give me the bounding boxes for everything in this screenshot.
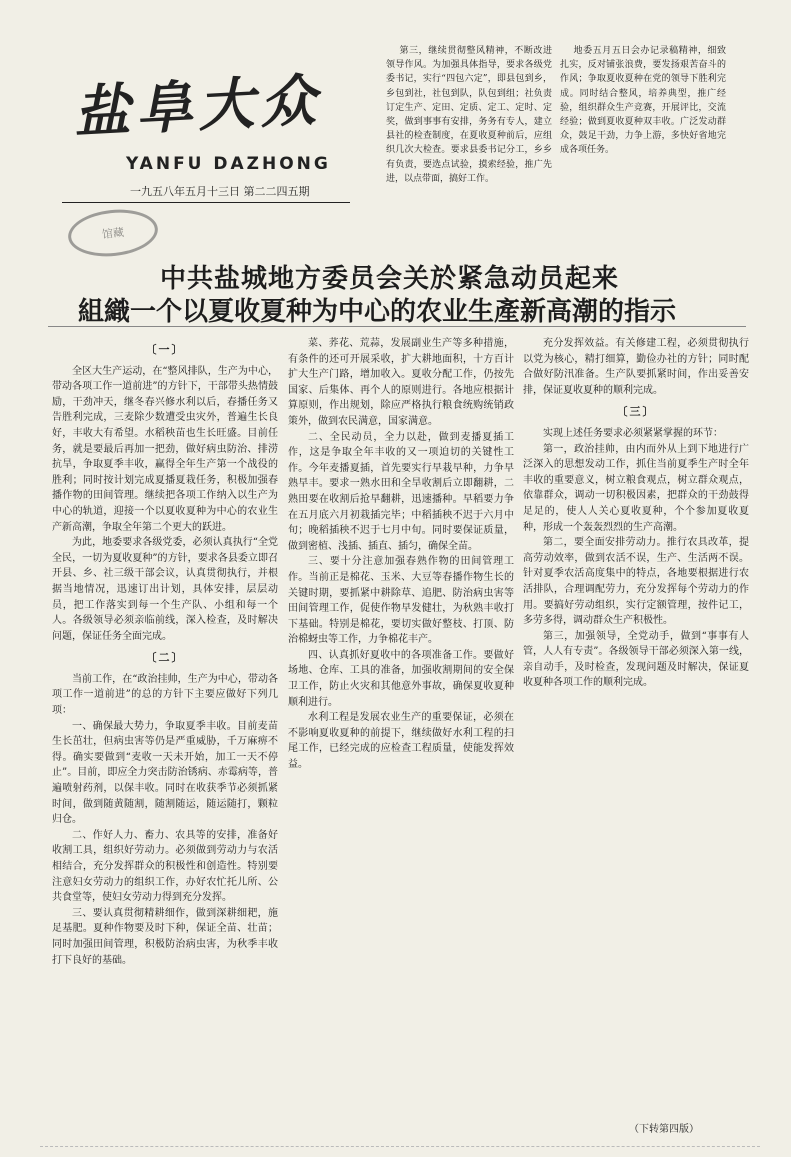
masthead-title: 盐阜大众	[72, 67, 324, 147]
article-paragraph: 水利工程是发展农业生产的重要保证，必须在不影响夏收夏种的前提下，继续做好水利工程的扫尾工作，已经完成的应检查工程质量，使能发挥效益。	[288, 712, 514, 771]
section-heading-3: 〔三〕	[616, 405, 656, 419]
headline-line-1: 中共盐城地方委员会关於紧急动员起来	[160, 264, 620, 294]
article-paragraph: 实现上述任务要求必须紧紧掌握的环节：	[543, 427, 723, 439]
headline-line-2: 組織一个以夏收夏种为中心的农业生產新高潮的指示	[78, 297, 677, 327]
article-column-2	[288, 336, 514, 1111]
masthead-pinyin: YANFU DAZHONG	[126, 154, 331, 174]
masthead-divider	[62, 202, 350, 203]
article-paragraph: 第一，政治挂帅，由内而外从上到下地进行广泛深入的思想发动工作，抓住当前夏季生产时全年丰收的重要意义，树立粮食观点，树立群众观点，依靠群众，调动一切积极因素，把群众的干劲鼓得足足的，使人人关心夏收夏种，个个参加夏收夏种，形成一个轰轰烈烈的生产高潮。	[523, 443, 749, 533]
masthead-date-issue: 一九五八年五月十三日 第二二四五期	[130, 185, 310, 198]
article-paragraph: 二、作好人力、畜力、农具等的安排，准备好收割工具，组织好劳动力。必须做到劳动力与农活相结合，充分发挥群众的积极性和创造性。特别要注意妇女劳动力的组织工作，办好农忙托儿所、公共食堂等，使妇女劳动力得到充分发挥。	[52, 829, 278, 904]
headline-divider	[48, 326, 746, 327]
article-paragraph: 四、认真抓好夏收中的各项准备工作。要做好场地、仓库、工具的准备，加强收割期间的安全保卫工作，防止火灾和其他意外事故，确保夏收夏种顺利进行。	[288, 649, 514, 708]
article-paragraph: 三、要十分注意加强春熟作物的田间管理工作。当前正是棉花、玉米、大豆等春播作物生长的关键时期，要抓紧中耕除草、追肥、防治病虫害等田间管理工作，促使作物早发健壮，为秋熟丰收打下基础。特别是棉花，要切实做好整枝、打顶、防治棉蚜虫等工作，力争棉花丰产。	[288, 556, 514, 646]
article-paragraph: 充分发挥效益。有关修建工程，必须贯彻执行以党为核心，精打细算，勤俭办社的方针；同时配合做好防汛准备。生产队要抓紧时间，作出妥善安排，保证夏收夏种的顺利完成。	[523, 338, 749, 396]
article-paragraph: 三、要认真贯彻精耕细作，做到深耕细耙，施足基肥。夏种作物要及时下种，保证全苗、壮苗；同时加强田间管理，积极防治病虫害，为秋季丰收打下良好的基础。	[52, 907, 278, 966]
article-paragraph: 一、确保最大势力，争取夏季丰收。目前麦苗生长茁壮，但病虫害等仍是严重威胁，千万麻痹不得。确实要做到“麦收一天未开始，加工一天不停止”。目前，即应全力突击防治锈病、赤霉病等，普遍喷射药剂，以保丰收。同时在收获季节必须抓紧时间，做到随黄随割，随割随运，随运随打，颗粒归仓。	[52, 720, 278, 826]
article-paragraph: 第三，加强领导，全党动手，做到“事事有人管，人人有专责”。各级领导干部必须深入第一线，亲自动手，及时检查，发现问题及时解决，保证夏收夏种各项工作的顺利完成。	[523, 630, 749, 689]
article-paragraph: 当前工作，在“政治挂帅，生产为中心，带动各项工作一道前进”的总的方针下主要应做好下列几项：	[52, 673, 278, 717]
top-article-paragraph: 地委五月五日会办记录稿精神，细致扎实，反对铺张浪费，要发扬艰苦奋斗的作风；争取夏收夏种在党的领导下胜利完成。同时结合整风，培养典型，推广经验，组织群众生产竞赛，开展评比，交流经验；做到夏收夏种双丰收。广泛发动群众，鼓足干劲，力争上游，多快好省地完成各项任务。	[560, 46, 726, 156]
section-heading-2: 〔二〕	[145, 651, 185, 665]
article-paragraph: 第二，要全面安排劳动力。推行农具改革，提高劳动效率，做到农活不误，生产、生活两不误。针对夏季农活高度集中的特点，各地要根据进行农活排队，合理调配劳力，充分发挥每个劳动力的作用。要搞好劳动组织，实行定额管理，按件记工，多劳多得，调动群众生产积极性。	[523, 537, 749, 627]
article-paragraph: 为此，地委要求各级党委，必须认真执行“全党全民，一切为夏收夏种”的方针，要求各县委立即召开县、乡、社三级干部会议，认真贯彻执行，并根据当地情况，迅速订出计划，具体安排，层层动员，把工作落实到每一个生产队、小组和每一个人。各级领导必须亲临前线，深入检查，及时解决问题，保证任务全面完成。	[52, 537, 278, 642]
top-article	[386, 44, 726, 258]
library-stamp: 馆藏	[66, 205, 160, 260]
article-paragraph: 菜、荞花、荒蒜，发展副业生产等多种措施，有条件的还可开展采收，扩大耕地面积，十方百计扩大生产门路，增加收入。夏收分配工作，仍按先国家、后集体、再个人的原则进行。各地应根据计算原则，作出规划，除应严格执行粮食统购统销政策外，做到农民满意，国家满意。	[288, 338, 514, 427]
article-paragraph: 二、全民动员，全力以赴，做到麦播夏插工作，这是争取全年丰收的又一项迫切的关键性工作。今年麦播夏插，首先要实行早栽早种，力争早熟早丰。要求一熟水田和全旱收割后立即翻耕，二熟田要在收割后抢早翻耕，迅速播种。早稻要力争在五月底六月初栽插完毕；中稻插秧不迟于六月中旬；晚稻插秧不迟于七月中旬。同时要保证质量，做到密植、浅插、插直、插匀，确保全苗。	[288, 431, 514, 552]
article-column-1	[52, 336, 278, 1111]
article-column-3	[523, 336, 749, 1111]
page-fold-line	[40, 1146, 760, 1147]
masthead	[62, 62, 350, 252]
top-article-paragraph: 第三，继续贯彻整风精神，不断改进领导作风。为加强具体指导，要求各级党委书记，实行“四包六定”，即县包到乡，乡包到社，社包到队，队包到组；社负责订定生产、定田、定质、定工、定时、定奖，做到事事有安排，务务有专人，建立县社的检查制度，在夏收夏种前后，应组织几次大检查。要求县委书记分工，乡乡有负责，要选点试验，摸索经验，推广先进，以点带面，搞好工作。	[386, 46, 552, 184]
article-paragraph: 全区大生产运动，在“整风排队，生产为中心，带动各项工作一道前进”的方针下，干部带头热情鼓励，干劲冲天，继冬春兴修水利以后，春播任务又告胜利完成，三麦除少数遭受虫灾外，普遍生长良好，丰收大有希望。水稻秧苗也生长旺盛。目前任务，就是要最后再加一把劲，做好病虫防治、排涝抗旱，争取夏季丰收，赢得全年生产第一个战役的胜利；同时按计划完成夏播夏栽任务，积极加强春播作物的田间管理。继续把各项工作纳入以生产为中心的轨道，迎接一个以夏收夏种为中心的农业生产新高潮，争取全年第二个更大的跃进。	[52, 365, 278, 533]
section-heading-1: 〔一〕	[145, 343, 185, 356]
continued-note: （下转第四版）	[629, 1124, 699, 1135]
